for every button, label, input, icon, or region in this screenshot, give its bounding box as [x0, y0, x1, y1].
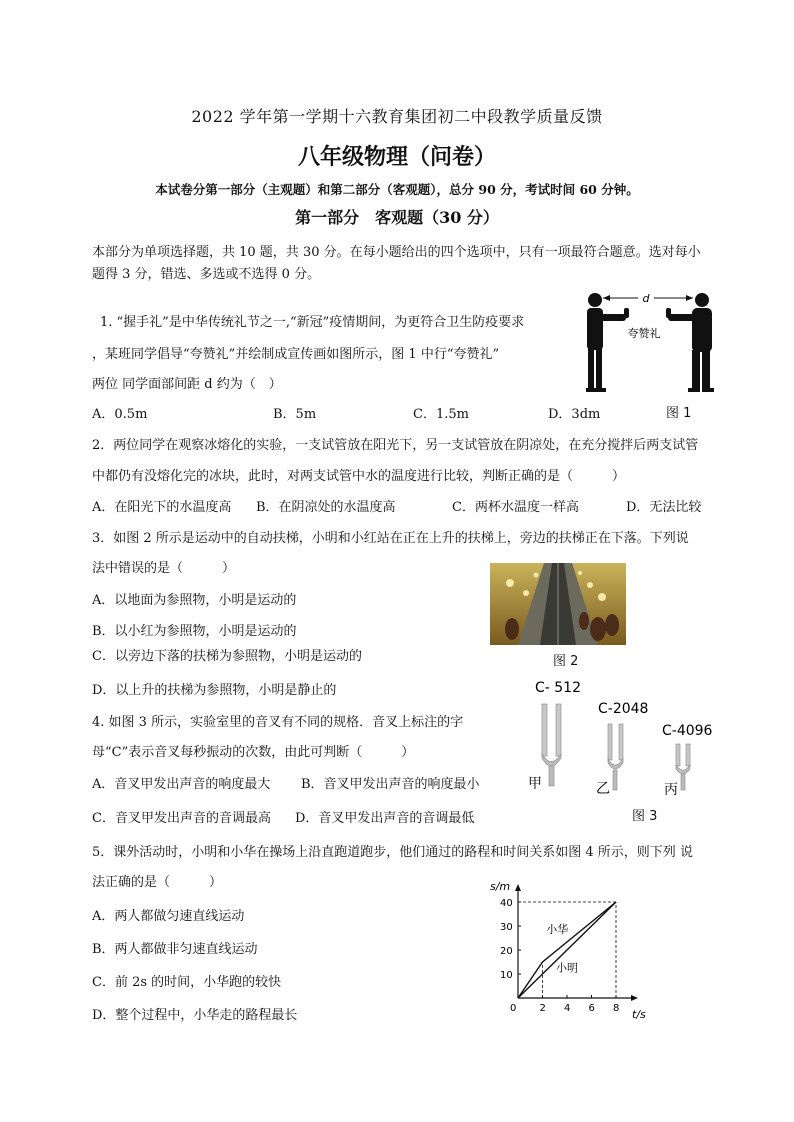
right-person-silhouette	[666, 293, 714, 392]
figure-3-tuning-forks	[524, 674, 724, 802]
q4-line2: 母“C”表示音叉每秒振动的次数，由此可判断（ ）	[92, 745, 415, 760]
q2-line2: 中都仍有没熔化完的冰块，此时，对两支试管中水的温度进行比较，判断正确的是（ ）	[92, 469, 626, 484]
svg-text:C-2048: C-2048	[598, 701, 649, 717]
tuning-fork-jia	[528, 680, 581, 792]
svg-text:乙: 乙	[596, 781, 610, 797]
y-tick-label: 40	[500, 898, 513, 909]
exam-header-line: 2022 学年第一学期十六教育集团初二中段教学质量反馈	[191, 107, 603, 126]
x-tick-label: 8	[613, 1003, 620, 1014]
y-axis-label: s/m	[490, 880, 511, 893]
tuning-fork-bing	[662, 723, 713, 798]
y-tick-label: 10	[500, 970, 513, 981]
q2-option-b: B．在阴凉处的水温度高	[256, 500, 396, 515]
exam-title: 八年级物理（问卷）	[297, 144, 496, 170]
figure-2-caption: 图 2	[553, 654, 579, 669]
figure-1-compliment-illustration	[578, 290, 728, 396]
q1-line3: 两位 同学面部间距 d 约为（ ）	[92, 377, 282, 392]
figure-1-caption: 图 1	[666, 406, 692, 421]
q5-option-a: A．两人都做匀速直线运动	[92, 909, 245, 924]
x-tick-label: 0	[510, 1003, 517, 1014]
q3-option-c: C．以旁边下落的扶梯为参照物，小明是运动的	[92, 649, 362, 664]
q3-option-d: D．以上升的扶梯为参照物，小明是静止的	[92, 683, 337, 698]
q5-option-b: B．两人都做非匀速直线运动	[92, 942, 258, 957]
section-intro: 本部分为单项选择题，共 10 题，共 30 分。在每小题给出的四个选项中，只有一项最符合题意。选对每小题得 3 分，错选、多选或不选得 0 分。	[92, 245, 701, 282]
x-axis-label: t/s	[632, 1008, 646, 1021]
figure-2-escalator-photo	[490, 563, 626, 645]
q1-option-a: A．0.5m	[92, 407, 148, 422]
q3-line1: 3．如图 2 所示是运动中的自动扶梯，小明和小红站在正在上升的扶梯上，旁边的扶梯正在下落。下列说	[92, 531, 689, 546]
svg-text:C- 512: C- 512	[535, 680, 581, 696]
q2-option-c: C．两杯水温度一样高	[452, 500, 579, 515]
y-axis-arrow	[515, 884, 521, 891]
svg-text:C-4096: C-4096	[662, 723, 713, 739]
q5-option-d: D．整个过程中，小华走的路程最长	[92, 1008, 298, 1023]
q4-option-a: A．音叉甲发出声音的响度最大	[92, 777, 271, 792]
figure-3-caption: 图 3	[632, 809, 658, 824]
svg-text:丙: 丙	[664, 782, 678, 798]
q1-option-b: B．5m	[273, 407, 317, 422]
exam-info: 本试卷分第一部分（主观题）和第二部分（客观题），总分 90 分，考试时间 60 分钟。	[155, 182, 639, 197]
compliment-text: 夸赞礼	[627, 327, 661, 340]
q5-line2: 法正确的是（ ）	[92, 875, 223, 890]
series-label-xiaohua: 小华	[546, 923, 569, 937]
section-title: 第一部分 客观题（30 分）	[295, 208, 499, 227]
q2-line1: 2．两位同学在观察冰熔化的实验，一支试管放在阳光下，另一支试管放在阴凉处，在充分搅拌后两支试管	[92, 438, 699, 453]
x-tick-label: 4	[564, 1003, 571, 1014]
svg-text:甲: 甲	[528, 776, 542, 792]
q1-line2: ，某班同学倡导“夸赞礼”并绘制成宣传画如图所示，图 1 中行“夸赞礼”	[92, 347, 500, 362]
q3-option-b: B．以小红为参照物，小明是运动的	[92, 624, 297, 639]
q5-option-c: C．前 2s 的时间，小华跑的较快	[92, 975, 282, 990]
q2-option-d: D．无法比较	[626, 500, 702, 515]
left-person-silhouette	[586, 293, 629, 392]
q1-line1: 1. “握手礼”是中华传统礼节之一,“新冠”疫情期间，为更符合卫生防疫要求	[100, 315, 525, 330]
series-line-xiaoming	[518, 902, 616, 998]
x-tick-label: 2	[539, 1003, 546, 1014]
figure-4-st-graph	[484, 876, 654, 1021]
distance-label: d	[642, 292, 650, 305]
x-axis-arrow	[631, 995, 638, 1001]
q3-line2: 法中错误的是（ ）	[92, 561, 236, 576]
y-tick-label: 30	[500, 922, 513, 933]
q3-option-a: A．以地面为参照物，小明是运动的	[92, 593, 297, 608]
q4-option-c: C．音叉甲发出声音的音调最高	[92, 811, 271, 826]
q1-option-d: D．3dm	[548, 407, 601, 422]
y-tick-label: 20	[500, 946, 513, 957]
q4-option-b: B．音叉甲发出声音的响度最小	[301, 777, 480, 792]
q5-line1: 5．课外活动时，小明和小华在操场上沿直跑道跑步，他们通过的路程和时间关系如图 4 所示，则下列 说	[92, 845, 693, 860]
series-label-xiaoming: 小明	[555, 961, 578, 975]
q4-option-d: D．音叉甲发出声音的音调最低	[295, 811, 475, 826]
q4-line1: 4. 如图 3 所示，实验室里的音叉有不同的规格．音叉上标注的字	[92, 715, 464, 730]
q1-option-c: C．1.5m	[413, 407, 469, 422]
q2-option-a: A．在阳光下的水温度高	[92, 500, 232, 515]
tuning-fork-yi	[596, 701, 648, 797]
x-tick-label: 6	[588, 1003, 595, 1014]
